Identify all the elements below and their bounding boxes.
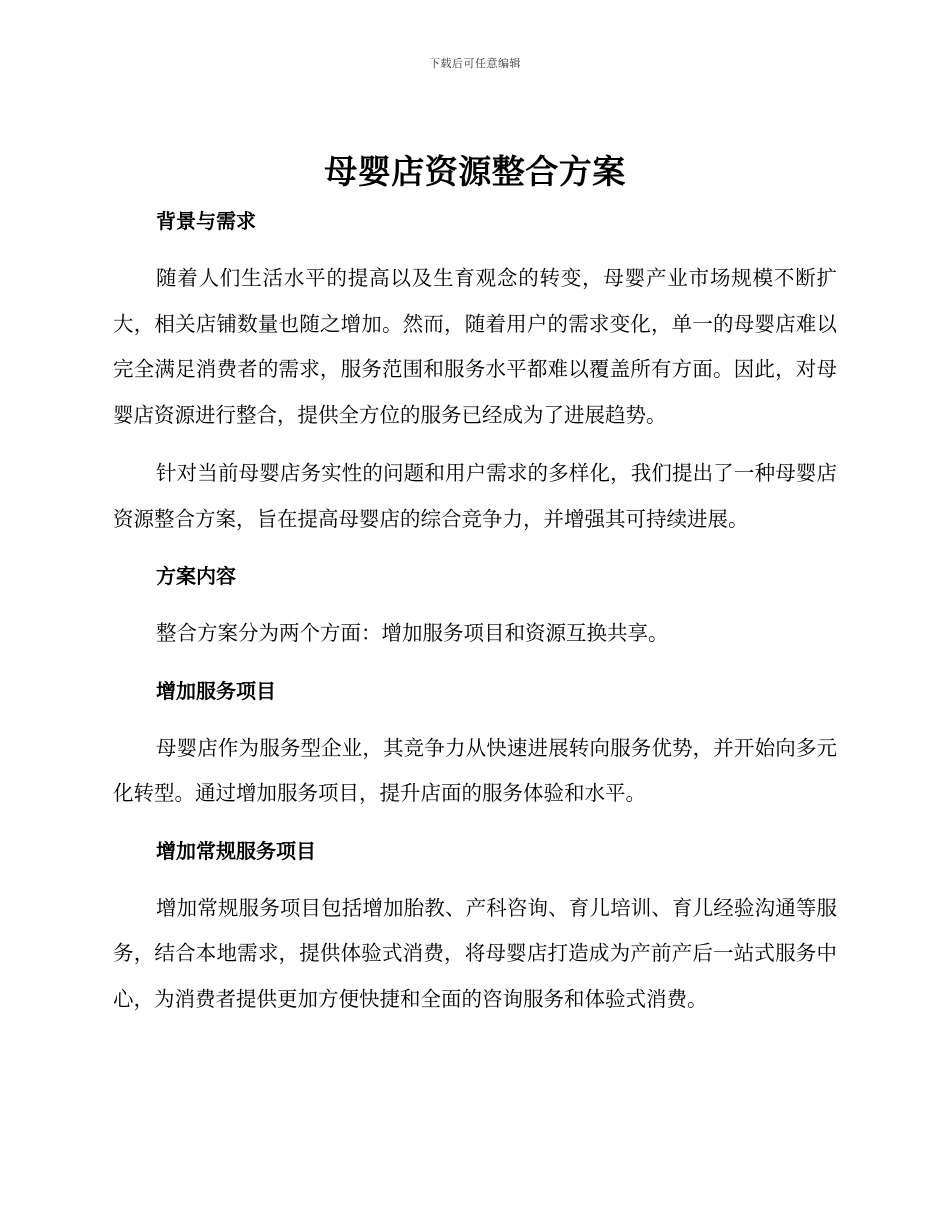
section-heading-background: 背景与需求 — [156, 209, 256, 233]
paragraph-background-1: 随着人们生活水平的提高以及生育观念的转变，母婴产业市场规模不断扩大，相关店铺数量也随之增加。然而，随着用户的需求变化，单一的母婴店难以完全满足消费者的需求，服务范围和服务水平都难以覆盖所有方面。因此，对母婴店资源进行整合，提供全方位的服务已经成为了进展趋势。 — [113, 266, 837, 427]
header-note: 下载后可任意编辑 — [429, 57, 521, 70]
paragraph-background-2: 针对当前母婴店务实性的问题和用户需求的多样化，我们提出了一种母婴店资源整合方案，旨在提高母婴店的综合竞争力，并增强其可持续进展。 — [113, 461, 837, 531]
document-body — [113, 199, 837, 1022]
document-title: 母婴店资源整合方案 — [324, 152, 626, 191]
section-heading-regular-service: 增加常规服务项目 — [156, 838, 316, 863]
paragraph-plan-1: 整合方案分为两个方面：增加服务项目和资源互换共享。 — [156, 621, 669, 645]
section-heading-service: 增加服务项目 — [156, 678, 276, 703]
paragraph-regular-service-1: 增加常规服务项目包括增加胎教、产科咨询、育儿培训、育儿经验沟通等服务，结合本地需求，提供体验式消费，将母婴店打造成为产前产后一站式服务中心，为消费者提供更加方便快捷和全面的咨询服务和体验式消费。 — [113, 895, 837, 1011]
paragraph-service-1: 母婴店作为服务型企业，其竞争力从快速进展转向服务优势，并开始向多元化转型。通过增加服务项目，提升店面的服务体验和水平。 — [113, 735, 837, 805]
section-heading-plan: 方案内容 — [156, 564, 236, 588]
